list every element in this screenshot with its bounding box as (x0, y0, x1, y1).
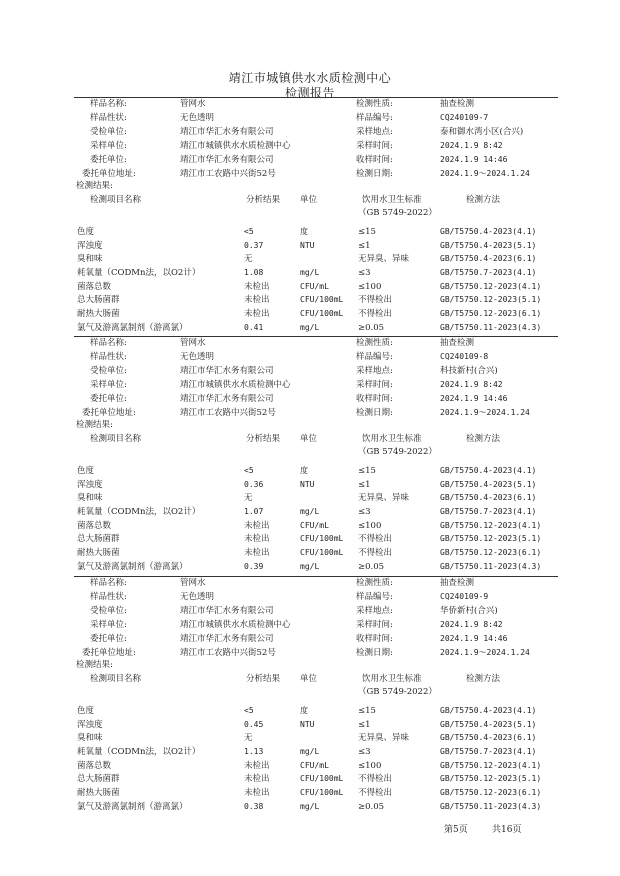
cell-std: ≤3 (358, 747, 371, 757)
cell-std: 不得检出 (358, 309, 393, 319)
cell-unit: CFU/100mL (300, 295, 344, 304)
info-value-commissioner: 靖江市华汇水务有限公司 (180, 155, 274, 165)
info-value-receive_time: 2024.1.9 14:46 (440, 155, 508, 164)
cell-item: 色度 (77, 706, 95, 716)
section-divider (74, 576, 558, 577)
cell-method: GB/T5750.11-2023(4.3) (440, 323, 542, 332)
results-label: 检测结果: (76, 660, 113, 670)
cell-result: 无 (244, 493, 253, 503)
cell-unit: CFU/mL (300, 521, 329, 530)
cell-result: 0.41 (244, 323, 264, 332)
info-value-test_date: 2024.1.9～2024.1.24 (440, 169, 530, 178)
info-value-test_date: 2024.1.9～2024.1.24 (440, 408, 530, 417)
info-label-test_date: 检测日期: (356, 408, 393, 418)
cell-unit: CFU/mL (300, 761, 329, 770)
cell-item: 浑浊度 (77, 241, 103, 251)
info-value-sampler: 靖江市城镇供水水质检测中心 (180, 620, 291, 630)
cell-unit: mg/L (300, 747, 320, 756)
cell-item: 总大肠菌群 (77, 295, 120, 305)
col-header-item: 检测项目名称 (90, 434, 142, 444)
info-value-sample_state: 无色透明 (180, 113, 215, 123)
info-value-sample_time: 2024.1.9 8:42 (440, 141, 503, 150)
info-label-sample_time: 采样时间: (356, 380, 393, 390)
info-label-test_date: 检测日期: (356, 648, 393, 658)
cell-item: 菌落总数 (77, 521, 112, 531)
cell-std: 无异臭、异味 (358, 733, 410, 743)
cell-result: 0.38 (244, 802, 264, 811)
cell-std: ≤3 (358, 507, 371, 517)
cell-unit: CFU/100mL (300, 774, 344, 783)
info-value-sample_time: 2024.1.9 8:42 (440, 620, 503, 629)
col-header-result: 分析结果 (246, 195, 281, 205)
cell-method: GB/T5750.12-2023(5.1) (440, 534, 542, 543)
results-label: 检测结果: (76, 181, 113, 191)
cell-item: 总大肠菌群 (77, 534, 120, 544)
cell-method: GB/T5750.11-2023(4.3) (440, 562, 542, 571)
info-label-commissioner: 委托单位: (90, 155, 127, 165)
cell-unit: mg/L (300, 562, 320, 571)
col-header-std: 饮用水卫生标准 (362, 434, 422, 444)
cell-item: 菌落总数 (77, 282, 112, 292)
info-label-sample_state: 样品性状: (90, 592, 127, 602)
cell-method: GB/T5750.4-2023(4.1) (440, 466, 537, 475)
info-value-sample_site: 泰和御水湾小区(合兴) (440, 127, 524, 137)
cell-std: ≤100 (358, 521, 382, 531)
info-label-sample_site: 采样地点: (356, 366, 393, 376)
cell-method: GB/T5750.12-2023(4.1) (440, 761, 542, 770)
cell-unit: CFU/100mL (300, 309, 344, 318)
cell-std: 不得检出 (358, 548, 393, 558)
cell-unit: mg/L (300, 268, 320, 277)
info-value-sampler: 靖江市城镇供水水质检测中心 (180, 141, 291, 151)
cell-result: 未检出 (244, 295, 270, 305)
info-label-test_nature: 检测性质: (356, 578, 393, 588)
info-label-receive_time: 收样时间: (356, 394, 393, 404)
cell-std: 不得检出 (358, 774, 393, 784)
cell-item: 浑浊度 (77, 480, 103, 490)
col-header-item: 检测项目名称 (90, 674, 142, 684)
cell-item: 耐热大肠菌 (77, 309, 120, 319)
info-label-sampler: 采样单位: (90, 141, 127, 151)
info-label-sample_name: 样品名称: (90, 99, 127, 109)
cell-item: 总大肠菌群 (77, 774, 120, 784)
cell-result: 0.39 (244, 562, 264, 571)
info-label-commissioner: 委托单位: (90, 634, 127, 644)
cell-method: GB/T5750.4-2023(6.1) (440, 493, 537, 502)
info-value-sample_name: 管网水 (180, 578, 206, 588)
report-title: 检测报告 (284, 86, 335, 100)
info-value-sampler: 靖江市城镇供水水质检测中心 (180, 380, 291, 390)
info-value-sample_time: 2024.1.9 8:42 (440, 380, 503, 389)
cell-result: 未检出 (244, 309, 270, 319)
results-label: 检测结果: (76, 420, 113, 430)
cell-result: 0.36 (244, 480, 264, 489)
cell-method: GB/T5750.4-2023(6.1) (440, 254, 537, 263)
cell-unit: NTU (300, 241, 315, 250)
cell-item: 耐热大肠菌 (77, 548, 120, 558)
section-divider (74, 97, 558, 98)
info-value-sample_no: CQ240109-9 (440, 592, 489, 601)
info-label-commissioner_addr: 委托单位地址: (82, 408, 136, 418)
cell-result: 0.45 (244, 720, 264, 729)
cell-result: 1.07 (244, 507, 264, 516)
cell-result: 未检出 (244, 521, 270, 531)
cell-result: 未检出 (244, 774, 270, 784)
info-label-test_date: 检测日期: (356, 169, 393, 179)
col-header-unit: 单位 (300, 195, 318, 205)
info-value-client: 靖江市华汇水务有限公司 (180, 366, 274, 376)
cell-item: 菌落总数 (77, 761, 112, 771)
cell-item: 氯气及游离氯制剂（游离氯） (77, 323, 188, 333)
info-label-commissioner: 委托单位: (90, 394, 127, 404)
info-value-receive_time: 2024.1.9 14:46 (440, 394, 508, 403)
cell-method: GB/T5750.4-2023(5.1) (440, 241, 537, 250)
info-value-sample_state: 无色透明 (180, 592, 215, 602)
cell-std: 不得检出 (358, 788, 393, 798)
col-header-result: 分析结果 (246, 674, 281, 684)
info-label-sample_name: 样品名称: (90, 338, 127, 348)
cell-std: ≥0.05 (358, 562, 385, 572)
cell-method: GB/T5750.12-2023(5.1) (440, 774, 542, 783)
col-header-std: 饮用水卫生标准 (362, 195, 422, 205)
cell-result: 未检出 (244, 282, 270, 292)
info-label-receive_time: 收样时间: (356, 155, 393, 165)
info-value-test_nature: 抽查检测 (440, 99, 475, 109)
info-value-sample_state: 无色透明 (180, 352, 215, 362)
info-label-client: 受检单位: (90, 606, 127, 616)
info-value-sample_no: CQ240109-7 (440, 113, 489, 122)
col-header-item: 检测项目名称 (90, 195, 142, 205)
info-value-sample_no: CQ240109-8 (440, 352, 489, 361)
cell-result: 未检出 (244, 548, 270, 558)
info-value-sample_site: 科技新村(合兴) (440, 366, 498, 376)
cell-unit: CFU/100mL (300, 548, 344, 557)
col-header-std-sub: （GB 5749-2022） (358, 687, 437, 697)
cell-item: 耐热大肠菌 (77, 788, 120, 798)
info-label-sample_name: 样品名称: (90, 578, 127, 588)
col-header-method: 检测方法 (466, 195, 501, 205)
cell-std: 不得检出 (358, 534, 393, 544)
info-value-test_nature: 抽查检测 (440, 338, 475, 348)
info-label-test_nature: 检测性质: (356, 99, 393, 109)
info-value-test_date: 2024.1.9～2024.1.24 (440, 648, 530, 657)
info-value-test_nature: 抽查检测 (440, 578, 475, 588)
cell-unit: mg/L (300, 802, 320, 811)
cell-item: 色度 (77, 227, 95, 237)
cell-std: ≤3 (358, 268, 371, 278)
cell-unit: CFU/100mL (300, 788, 344, 797)
cell-std: ≤15 (358, 706, 376, 716)
cell-std: ≤1 (358, 241, 371, 251)
cell-method: GB/T5750.4-2023(4.1) (440, 706, 537, 715)
info-label-sample_state: 样品性状: (90, 113, 127, 123)
cell-std: ≤15 (358, 466, 376, 476)
cell-item: 氯气及游离氯制剂（游离氯） (77, 562, 188, 572)
info-value-commissioner_addr: 靖江市工农路中兴街52号 (180, 408, 276, 418)
cell-result: 1.08 (244, 268, 264, 277)
cell-item: 耗氧量（CODMn法，以O2计） (77, 268, 201, 278)
info-label-test_nature: 检测性质: (356, 338, 393, 348)
cell-std: ≤15 (358, 227, 376, 237)
info-label-sample_no: 样品编号: (356, 352, 393, 362)
info-label-sample_time: 采样时间: (356, 141, 393, 151)
cell-result: 1.13 (244, 747, 264, 756)
col-header-result: 分析结果 (246, 434, 281, 444)
cell-method: GB/T5750.12-2023(6.1) (440, 548, 542, 557)
section-divider (74, 336, 558, 337)
cell-item: 氯气及游离氯制剂（游离氯） (77, 802, 188, 812)
cell-unit: NTU (300, 480, 315, 489)
cell-result: 未检出 (244, 788, 270, 798)
cell-method: GB/T5750.7-2023(4.1) (440, 747, 537, 756)
cell-item: 耗氧量（CODMn法，以O2计） (77, 507, 201, 517)
info-value-commissioner: 靖江市华汇水务有限公司 (180, 394, 274, 404)
col-header-method: 检测方法 (466, 674, 501, 684)
cell-std: 无异臭、异味 (358, 493, 410, 503)
cell-unit: 度 (300, 466, 308, 475)
info-label-client: 受检单位: (90, 366, 127, 376)
cell-unit: CFU/100mL (300, 534, 344, 543)
info-value-commissioner: 靖江市华汇水务有限公司 (180, 634, 274, 644)
info-value-client: 靖江市华汇水务有限公司 (180, 127, 274, 137)
cell-std: ≤1 (358, 720, 371, 730)
cell-std: ≥0.05 (358, 802, 385, 812)
cell-unit: 度 (300, 706, 308, 715)
cell-method: GB/T5750.12-2023(6.1) (440, 309, 542, 318)
info-label-commissioner_addr: 委托单位地址: (82, 648, 136, 658)
cell-unit: CFU/mL (300, 282, 329, 291)
cell-method: GB/T5750.7-2023(4.1) (440, 268, 537, 277)
cell-method: GB/T5750.4-2023(4.1) (440, 227, 537, 236)
info-label-sample_site: 采样地点: (356, 606, 393, 616)
cell-item: 臭和味 (77, 493, 103, 503)
info-value-receive_time: 2024.1.9 14:46 (440, 634, 508, 643)
info-value-commissioner_addr: 靖江市工农路中兴街52号 (180, 169, 276, 179)
cell-std: ≤1 (358, 480, 371, 490)
info-label-receive_time: 收样时间: (356, 634, 393, 644)
col-header-std-sub: （GB 5749-2022） (358, 208, 437, 218)
info-label-sample_state: 样品性状: (90, 352, 127, 362)
cell-result: <5 (244, 466, 254, 475)
cell-item: 浑浊度 (77, 720, 103, 730)
info-label-sample_no: 样品编号: (356, 592, 393, 602)
cell-method: GB/T5750.11-2023(4.3) (440, 802, 542, 811)
info-value-sample_name: 管网水 (180, 99, 206, 109)
org-title: 靖江市城镇供水水质检测中心 (228, 71, 392, 85)
cell-result: <5 (244, 706, 254, 715)
cell-std: 无异臭、异味 (358, 254, 410, 264)
cell-item: 色度 (77, 466, 95, 476)
cell-method: GB/T5750.4-2023(5.1) (440, 480, 537, 489)
cell-method: GB/T5750.4-2023(6.1) (440, 733, 537, 742)
cell-item: 臭和味 (77, 733, 103, 743)
cell-std: ≤100 (358, 282, 382, 292)
page-number: 第5页 (444, 825, 468, 835)
col-header-std: 饮用水卫生标准 (362, 674, 422, 684)
info-label-sample_time: 采样时间: (356, 620, 393, 630)
info-label-sampler: 采样单位: (90, 620, 127, 630)
info-label-client: 受检单位: (90, 127, 127, 137)
cell-result: 无 (244, 733, 253, 743)
cell-unit: NTU (300, 720, 315, 729)
col-header-unit: 单位 (300, 674, 318, 684)
info-label-commissioner_addr: 委托单位地址: (82, 169, 136, 179)
cell-method: GB/T5750.12-2023(4.1) (440, 521, 542, 530)
cell-std: ≤100 (358, 761, 382, 771)
col-header-std-sub: （GB 5749-2022） (358, 447, 437, 457)
cell-result: 0.37 (244, 241, 264, 250)
info-label-sample_site: 采样地点: (356, 127, 393, 137)
cell-item: 耗氧量（CODMn法，以O2计） (77, 747, 201, 757)
cell-unit: mg/L (300, 323, 320, 332)
cell-method: GB/T5750.4-2023(5.1) (440, 720, 537, 729)
cell-result: 未检出 (244, 761, 270, 771)
cell-item: 臭和味 (77, 254, 103, 264)
info-label-sampler: 采样单位: (90, 380, 127, 390)
cell-result: 无 (244, 254, 253, 264)
cell-std: 不得检出 (358, 295, 393, 305)
info-value-commissioner_addr: 靖江市工农路中兴街52号 (180, 648, 276, 658)
col-header-method: 检测方法 (466, 434, 501, 444)
cell-unit: 度 (300, 227, 308, 236)
col-header-unit: 单位 (300, 434, 318, 444)
cell-result: 未检出 (244, 534, 270, 544)
cell-method: GB/T5750.7-2023(4.1) (440, 507, 537, 516)
info-value-sample_site: 华侨新村(合兴) (440, 606, 498, 616)
cell-std: ≥0.05 (358, 323, 385, 333)
page-total: 共16页 (492, 825, 522, 835)
cell-unit: mg/L (300, 507, 320, 516)
info-value-client: 靖江市华汇水务有限公司 (180, 606, 274, 616)
info-value-sample_name: 管网水 (180, 338, 206, 348)
cell-method: GB/T5750.12-2023(5.1) (440, 295, 542, 304)
cell-method: GB/T5750.12-2023(6.1) (440, 788, 542, 797)
cell-result: <5 (244, 227, 254, 236)
cell-method: GB/T5750.12-2023(4.1) (440, 282, 542, 291)
info-label-sample_no: 样品编号: (356, 113, 393, 123)
